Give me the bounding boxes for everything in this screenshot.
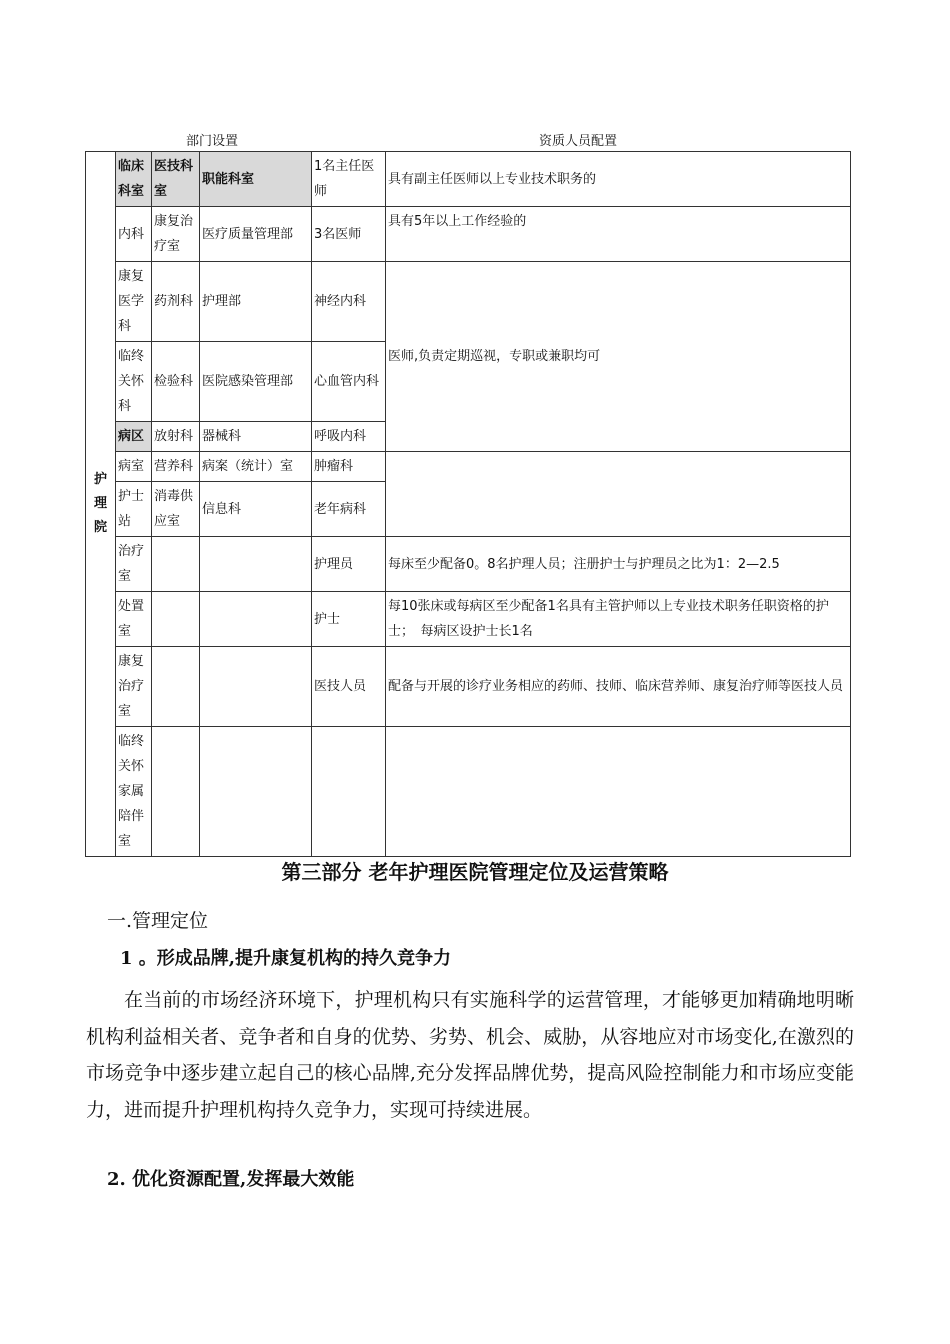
table-cell: 临床科室 bbox=[116, 152, 152, 207]
table-cell: 护士 bbox=[312, 592, 386, 647]
table-cell: 病案（统计）室 bbox=[200, 452, 312, 482]
table-cell: 信息科 bbox=[200, 482, 312, 537]
table-cell: 病室 bbox=[116, 452, 152, 482]
table-cell: 消毒供应室 bbox=[152, 482, 200, 537]
table-cell: 病区 bbox=[116, 422, 152, 452]
table-cell-empty bbox=[200, 592, 312, 647]
table-cell: 每10张床或每病区至少配备1名具有主管护师以上专业技术职务任职资格的护士； 每病区设护士长1名 bbox=[386, 592, 851, 647]
table-cell-empty bbox=[152, 592, 200, 647]
table-cell: 治疗室 bbox=[116, 537, 152, 592]
dept-header: 部门设置 bbox=[186, 134, 239, 149]
table-cell: 临终关怀家属陪伴室 bbox=[116, 727, 152, 857]
subsection-heading-2: 2. 优化资源配置,发挥最大效能 bbox=[107, 1169, 355, 1190]
table-cell-empty bbox=[312, 727, 386, 857]
table-cell: 神经内科 bbox=[312, 262, 386, 342]
table-cell: 营养科 bbox=[152, 452, 200, 482]
table-cell: 每床至少配备0。8名护理人员；注册护士与护理员之比为1：2—2.5 bbox=[386, 537, 851, 592]
table-cell: 康复治疗室 bbox=[116, 647, 152, 727]
table-cell: 1名主任医师 bbox=[312, 152, 386, 207]
table-cell: 具有5年以上工作经验的 bbox=[386, 207, 851, 262]
staff-header: 资质人员配置 bbox=[539, 134, 618, 149]
staffing-table bbox=[85, 151, 851, 857]
table-cell: 器械科 bbox=[200, 422, 312, 452]
table-cell: 放射科 bbox=[152, 422, 200, 452]
table-cell: 内科 bbox=[116, 207, 152, 262]
table-cell: 医疗质量管理部 bbox=[200, 207, 312, 262]
body-paragraph: 在当前的市场经济环境下，护理机构只有实施科学的运营管理，才能够更加精确地明晰机构利益相关者、竞争者和自身的优势、劣势、机会、威胁，从容地应对市场变化,在激烈的市场竞争中逐步建立起自己的核心品牌,充分发挥品牌优势，提高风险控制能力和市场应变能力，进而提升护理机构持久竞争力，实现可持续进展。 bbox=[86, 989, 854, 1121]
table-cell: 临终关怀科 bbox=[116, 342, 152, 422]
table-cell-empty bbox=[200, 647, 312, 727]
table-cell: 药剂科 bbox=[152, 262, 200, 342]
table-cell: 具有副主任医师以上专业技术职务的 bbox=[386, 152, 851, 207]
table-cell: 心血管内科 bbox=[312, 342, 386, 422]
part-title: 第三部分 老年护理医院管理定位及运营策略 bbox=[281, 860, 669, 884]
table-cell: 配备与开展的诊疗业务相应的药师、技师、临床营养师、康复治疗师等医技人员 bbox=[386, 647, 851, 727]
table-cell: 医院感染管理部 bbox=[200, 342, 312, 422]
table-cell-empty bbox=[386, 452, 851, 537]
table-cell: 3名医师 bbox=[312, 207, 386, 262]
table-cell: 护理部 bbox=[200, 262, 312, 342]
table-cell: 护士站 bbox=[116, 482, 152, 537]
table-cell: 处置室 bbox=[116, 592, 152, 647]
table-cell: 医师,负责定期巡视，专职或兼职均可 bbox=[386, 262, 851, 452]
table-cell-empty bbox=[152, 727, 200, 857]
table-cell: 检验科 bbox=[152, 342, 200, 422]
table-cell-empty bbox=[200, 727, 312, 857]
table-cell: 康复医学科 bbox=[116, 262, 152, 342]
table-cell: 职能科室 bbox=[200, 152, 312, 207]
table-cell: 医技人员 bbox=[312, 647, 386, 727]
subsection-heading-1: 1 。形成品牌,提升康复机构的持久竞争力 bbox=[120, 948, 452, 969]
table-cell-empty bbox=[200, 537, 312, 592]
table-cell: 老年病科 bbox=[312, 482, 386, 537]
side-label: 护 理 院 bbox=[86, 152, 116, 857]
table-cell: 肿瘤科 bbox=[312, 452, 386, 482]
section-heading: 一.管理定位 bbox=[107, 910, 209, 932]
table-cell: 医技科室 bbox=[152, 152, 200, 207]
table-cell: 护理员 bbox=[312, 537, 386, 592]
table-cell-empty bbox=[152, 647, 200, 727]
table-cell-empty bbox=[152, 537, 200, 592]
table-cell: 呼吸内科 bbox=[312, 422, 386, 452]
table-cell: 康复治疗室 bbox=[152, 207, 200, 262]
table-cell-empty bbox=[386, 727, 851, 857]
